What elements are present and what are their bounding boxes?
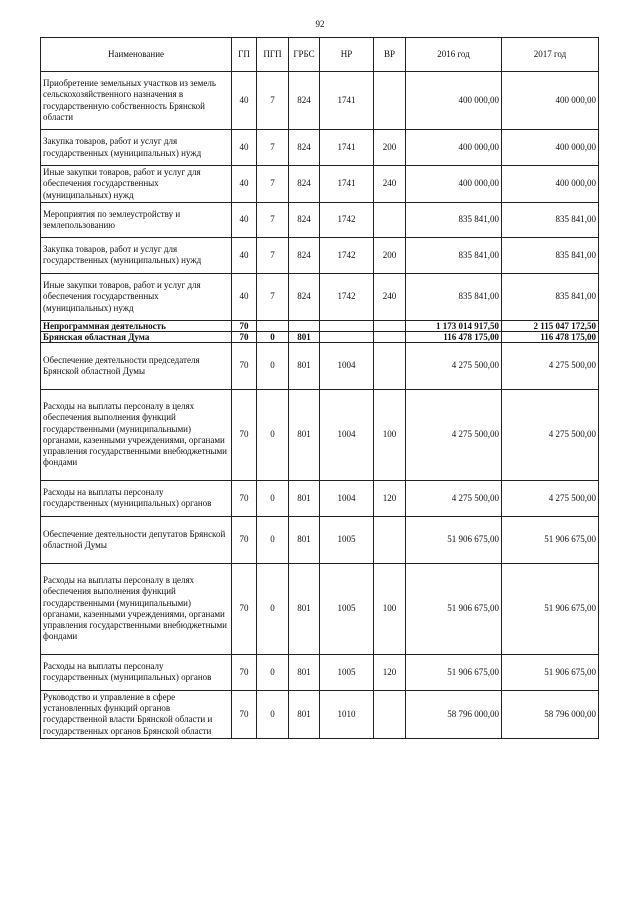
cell-name: Закупка товаров, работ и услуг для государственных (муниципальных) нужд [41,130,232,166]
header-np: НР [320,38,374,72]
cell-2016: 4 275 500,00 [406,342,502,389]
cell-gp: 70 [232,654,257,690]
cell-2016: 835 841,00 [406,237,502,273]
header-2016: 2016 год [406,38,502,72]
table-row [41,690,599,738]
cell-grbs: 801 [289,331,320,342]
cell-pgp: 7 [257,202,289,237]
cell-grbs: 801 [289,389,320,480]
cell-2016: 400 000,00 [406,72,502,130]
cell-np: 1741 [320,130,374,166]
cell-np: 1741 [320,72,374,130]
cell-np: 1005 [320,516,374,563]
table-row [41,130,599,166]
cell-grbs: 824 [289,72,320,130]
cell-name: Брянская областная Дума [41,331,232,342]
cell-2016: 51 906 675,00 [406,654,502,690]
cell-2017: 4 275 500,00 [502,480,599,516]
cell-grbs: 801 [289,654,320,690]
cell-gp: 70 [232,331,257,342]
cell-gp: 70 [232,342,257,389]
cell-pgp: 0 [257,516,289,563]
cell-np: 1742 [320,237,374,273]
cell-np: 1010 [320,690,374,738]
cell-2017: 116 478 175,00 [502,331,599,342]
cell-pgp: 0 [257,389,289,480]
cell-2017: 400 000,00 [502,72,599,130]
table-row [41,516,599,563]
cell-grbs: 801 [289,563,320,654]
cell-gp: 70 [232,480,257,516]
cell-pgp [257,320,289,331]
cell-2016: 1 173 014 917,50 [406,320,502,331]
table-row [41,202,599,237]
cell-vr [374,331,406,342]
cell-grbs: 801 [289,690,320,738]
table-row [41,320,599,331]
cell-name: Обеспечение деятельности председателя Брянской областной Думы [41,342,232,389]
cell-vr: 120 [374,480,406,516]
cell-gp: 70 [232,690,257,738]
cell-np [320,320,374,331]
cell-2017: 835 841,00 [502,237,599,273]
cell-gp: 40 [232,202,257,237]
cell-vr [374,72,406,130]
cell-vr [374,690,406,738]
cell-2016: 116 478 175,00 [406,331,502,342]
cell-name: Обеспечение деятельности депутатов Брянской областной Думы [41,516,232,563]
cell-pgp: 0 [257,654,289,690]
header-gp: ГП [232,38,257,72]
cell-np [320,331,374,342]
cell-grbs: 824 [289,202,320,237]
cell-2017: 2 115 047 172,50 [502,320,599,331]
cell-pgp: 7 [257,273,289,320]
cell-vr: 200 [374,130,406,166]
table-row [41,72,599,130]
table-body [41,72,599,739]
header-grbs: ГРБС [289,38,320,72]
table-row [41,237,599,273]
cell-name: Иные закупки товаров, работ и услуг для обеспечения государственных (муниципальных) нужд [41,166,232,203]
cell-vr: 200 [374,237,406,273]
cell-grbs: 824 [289,130,320,166]
cell-2017: 835 841,00 [502,202,599,237]
cell-pgp: 7 [257,72,289,130]
cell-grbs [289,320,320,331]
cell-name: Руководство и управление в сфере установленных функций органов государственной власти Брянской области и государственных органов Брянской области [41,690,232,738]
cell-pgp: 0 [257,480,289,516]
cell-vr: 240 [374,273,406,320]
header-pgp: ПГП [257,38,289,72]
header-2017: 2017 год [502,38,599,72]
table-row [41,389,599,480]
cell-grbs: 801 [289,516,320,563]
table-row [41,480,599,516]
cell-2017: 4 275 500,00 [502,342,599,389]
cell-pgp: 0 [257,331,289,342]
cell-grbs: 824 [289,166,320,203]
cell-name: Иные закупки товаров, работ и услуг для обеспечения государственных (муниципальных) нужд [41,273,232,320]
cell-vr [374,342,406,389]
cell-2016: 4 275 500,00 [406,480,502,516]
cell-name: Приобретение земельных участков из земель сельскохозяйственного назначения в государственную собственность Брянской области [41,72,232,130]
cell-np: 1004 [320,342,374,389]
cell-2016: 835 841,00 [406,202,502,237]
table-row [41,342,599,389]
cell-vr: 240 [374,166,406,203]
cell-2017: 58 796 000,00 [502,690,599,738]
table-header-row [41,38,599,72]
header-vr: ВР [374,38,406,72]
cell-name: Расходы на выплаты персоналу государственных (муниципальных) органов [41,654,232,690]
cell-vr [374,202,406,237]
cell-name: Мероприятия по землеустройству и землепользованию [41,202,232,237]
cell-vr: 100 [374,389,406,480]
budget-table [40,37,599,739]
table-row [41,563,599,654]
cell-grbs: 824 [289,237,320,273]
cell-name: Непрограммная деятельность [41,320,232,331]
cell-name: Расходы на выплаты персоналу в целях обеспечения выполнения функций государственными (муниципальными) органами, казенными учреждениями, органами управления государственными внебюджетными фондами [41,563,232,654]
cell-pgp: 0 [257,342,289,389]
cell-grbs: 801 [289,480,320,516]
cell-gp: 40 [232,72,257,130]
cell-np: 1742 [320,273,374,320]
cell-np: 1004 [320,389,374,480]
cell-2017: 835 841,00 [502,273,599,320]
cell-2017: 4 275 500,00 [502,389,599,480]
header-name: Наименование [41,38,232,72]
cell-2016: 400 000,00 [406,130,502,166]
cell-name: Расходы на выплаты персоналу в целях обеспечения выполнения функций государственными (муниципальными) органами, казенными учреждениями, органами управления государственными внебюджетными фондами [41,389,232,480]
cell-2016: 58 796 000,00 [406,690,502,738]
cell-pgp: 0 [257,690,289,738]
table-row [41,273,599,320]
cell-np: 1004 [320,480,374,516]
cell-gp: 70 [232,516,257,563]
cell-gp: 40 [232,130,257,166]
cell-pgp: 7 [257,166,289,203]
cell-grbs: 801 [289,342,320,389]
table-row [41,331,599,342]
cell-2017: 400 000,00 [502,166,599,203]
cell-grbs: 824 [289,273,320,320]
cell-gp: 40 [232,273,257,320]
cell-np: 1005 [320,654,374,690]
cell-np: 1742 [320,202,374,237]
cell-2016: 835 841,00 [406,273,502,320]
cell-vr [374,516,406,563]
cell-2016: 51 906 675,00 [406,563,502,654]
cell-2017: 51 906 675,00 [502,654,599,690]
cell-vr: 120 [374,654,406,690]
table-row [41,166,599,203]
page-number: 92 [315,19,325,29]
cell-2017: 51 906 675,00 [502,563,599,654]
table-row [41,654,599,690]
cell-gp: 70 [232,563,257,654]
cell-pgp: 7 [257,130,289,166]
cell-2016: 51 906 675,00 [406,516,502,563]
cell-2017: 400 000,00 [502,130,599,166]
cell-pgp: 0 [257,563,289,654]
cell-2016: 4 275 500,00 [406,389,502,480]
cell-2016: 400 000,00 [406,166,502,203]
cell-gp: 70 [232,389,257,480]
cell-vr [374,320,406,331]
cell-name: Расходы на выплаты персоналу государственных (муниципальных) органов [41,480,232,516]
cell-gp: 40 [232,166,257,203]
cell-np: 1741 [320,166,374,203]
cell-np: 1005 [320,563,374,654]
cell-2017: 51 906 675,00 [502,516,599,563]
cell-gp: 70 [232,320,257,331]
cell-vr: 100 [374,563,406,654]
cell-gp: 40 [232,237,257,273]
cell-pgp: 7 [257,237,289,273]
cell-name: Закупка товаров, работ и услуг для государственных (муниципальных) нужд [41,237,232,273]
